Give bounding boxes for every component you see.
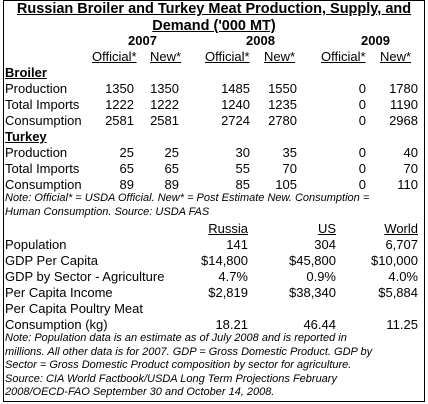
- title-line-2: Demand ('000 MT): [152, 18, 276, 34]
- cell: 2968: [389, 113, 418, 128]
- section-heading-turkey: Turkey: [5, 129, 47, 144]
- cell: 0: [358, 113, 366, 128]
- cell: 11.25: [386, 317, 418, 332]
- cell: 89: [164, 177, 179, 192]
- cell: 1222: [105, 97, 134, 112]
- cell: 40: [403, 145, 418, 160]
- cell: 2581: [150, 113, 179, 128]
- cell: 141: [226, 237, 248, 252]
- cell: 1240: [221, 97, 250, 112]
- note-line: Source: CIA World Factbook/USDA Long Term Projections February: [5, 372, 337, 385]
- cell: 0: [358, 145, 366, 160]
- col-header: Official*: [92, 49, 137, 64]
- country-header-us: US: [317, 221, 336, 236]
- row-label: Per Capita Poultry Meat: [5, 301, 144, 316]
- cell: 85: [235, 177, 250, 192]
- note-line: 2008/OECD-FAO September 30 and October 14, 2008.: [5, 386, 275, 399]
- cell: 35: [282, 145, 297, 160]
- cell: 65: [164, 161, 179, 176]
- cell: 30: [235, 145, 250, 160]
- row-label: Consumption: [5, 177, 82, 192]
- note-sources: [5, 332, 423, 400]
- table-frame: [3, 0, 425, 402]
- cell: $14,800: [201, 253, 248, 268]
- row-label: GDP Per Capita: [5, 253, 98, 268]
- cell: 89: [119, 177, 134, 192]
- cell: 110: [397, 177, 418, 192]
- row-label: GDP by Sector - Agriculture: [5, 269, 165, 284]
- cell: 1485: [221, 81, 250, 96]
- note-line: Sector = Gross Domestic Product composition by sector for agriculture.: [5, 359, 352, 372]
- year-2007: 2007: [128, 33, 157, 48]
- row-label: Total Imports: [5, 97, 80, 112]
- cell: 0: [358, 81, 366, 96]
- col-header: New*: [264, 49, 296, 64]
- cell: 0: [358, 177, 366, 192]
- title-line-1: Russian Broiler and Turkey Meat Production, Supply, and: [16, 1, 412, 17]
- country-header-russia: Russia: [208, 221, 248, 236]
- row-label: Population: [5, 237, 67, 252]
- row-label: Total Imports: [5, 161, 80, 176]
- cell: 1190: [390, 97, 418, 112]
- section-heading-broiler: Broiler: [5, 65, 47, 80]
- cell: 0: [358, 161, 366, 176]
- cell: 6,707: [385, 237, 418, 252]
- row-label: Consumption: [5, 113, 82, 128]
- cell: 2581: [105, 113, 134, 128]
- cell: 1350: [150, 81, 179, 96]
- row-label: Production: [5, 145, 68, 160]
- cell: 0: [358, 97, 366, 112]
- cell: 46.44: [303, 317, 336, 332]
- col-header: New*: [380, 49, 412, 64]
- col-header: Official*: [321, 49, 366, 64]
- cell: 2780: [268, 113, 297, 128]
- table-title: [4, 1, 424, 35]
- cell: 1235: [268, 97, 297, 112]
- col-header: New*: [150, 49, 182, 64]
- cell: 2724: [221, 113, 250, 128]
- cell: 4.7%: [218, 269, 248, 284]
- cell: 304: [314, 237, 336, 252]
- cell: 0.9%: [306, 269, 336, 284]
- cell: $5,884: [378, 285, 418, 300]
- note-line: Note: Official* = USDA Official. New* = Post Estimate New. Consumption =: [5, 192, 370, 204]
- cell: 1550: [268, 81, 297, 96]
- cell: 25: [119, 145, 134, 160]
- cell: 25: [164, 145, 179, 160]
- note-line: Human Consumption. Source: USDA FAS: [5, 205, 210, 218]
- row-label: Consumption (kg): [5, 317, 108, 332]
- row-label: Per Capita Income: [5, 285, 113, 300]
- note-line: Note: Population data is an estimate as of July 2008 and is reported in: [5, 332, 347, 344]
- cell: 55: [235, 161, 250, 176]
- cell: $45,800: [289, 253, 336, 268]
- note-line: millions. All other data is for 2007. GDP = Gross Domestic Product. GDP by: [5, 345, 373, 358]
- country-header-world: World: [384, 221, 418, 236]
- cell: 65: [119, 161, 134, 176]
- cell: $38,340: [289, 285, 336, 300]
- cell: 1780: [389, 81, 418, 96]
- year-2008: 2008: [246, 33, 275, 48]
- cell: 18.21: [215, 317, 248, 332]
- col-header: Official*: [205, 49, 250, 64]
- cell: 4.0%: [388, 269, 418, 284]
- cell: 70: [282, 161, 297, 176]
- row-label: Production: [5, 81, 68, 96]
- cell: $2,819: [208, 285, 248, 300]
- cell: 105: [275, 177, 297, 192]
- year-2009: 2009: [361, 33, 390, 48]
- note-usda: [5, 192, 423, 219]
- cell: $10,000: [371, 253, 418, 268]
- cell: 70: [403, 161, 418, 176]
- cell: 1222: [150, 97, 179, 112]
- cell: 1350: [105, 81, 134, 96]
